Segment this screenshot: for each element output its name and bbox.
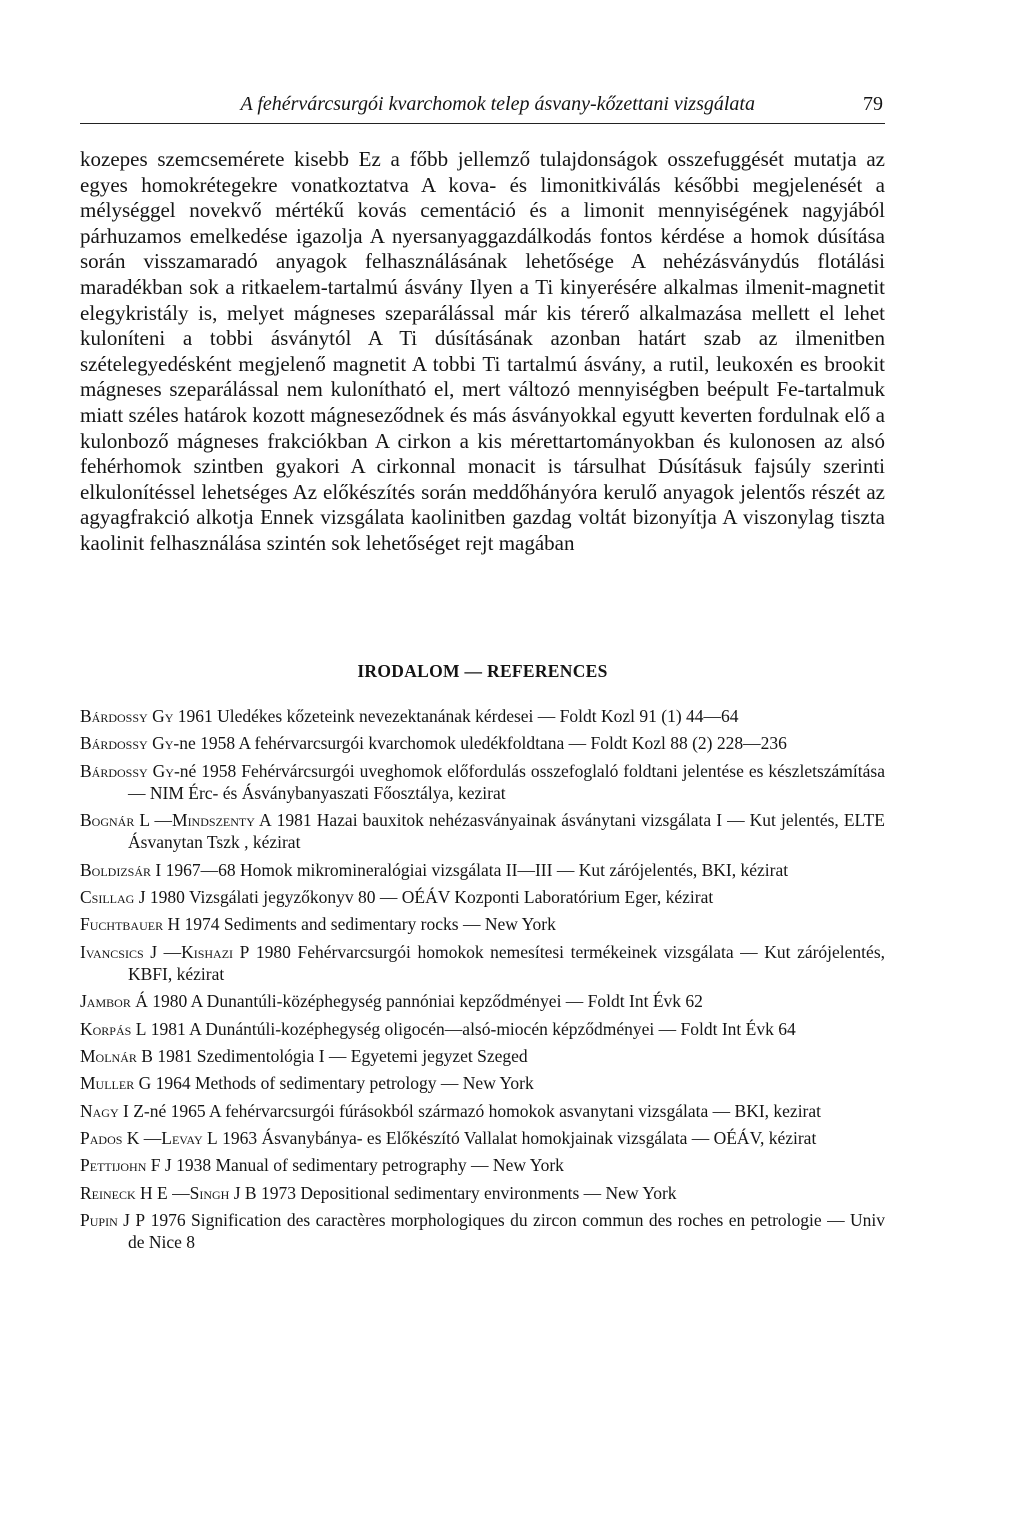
reference-text: 1961 Uledékes kőzeteink nevezektanának kérdesei — Foldt Kozl 91 (1) 44—64 [173,706,739,726]
reference-text: 1981 Hazai bauxitok nehézasványainak ásványtani vizsgálata I — Kut jelentés, ELTE Ásvanytan Tszk , kézirat [128,810,885,853]
reference-item [80,809,885,853]
reference-authors: Reineck H E —Singh J B [80,1182,257,1203]
reference-item [80,1127,885,1149]
reference-text: 1974 Sediments and sedimentary rocks — New York [180,914,556,935]
reference-item [80,913,885,935]
reference-authors: Pupin J P [80,1210,146,1231]
reference-text: 1963 Ásvanybánya- es Előkészító Vallalat homokjainak vizsgálata — OÉÁV, kézirat [217,1128,817,1149]
references-heading: IRODALOM — REFERENCES [357,661,608,681]
reference-item [80,859,885,881]
reference-item [80,1182,885,1204]
page-number: 79 [863,93,883,115]
reference-authors: Ivancsics J —Kishazi P [80,941,250,962]
reference-text: 1981 Szedimentológia I — Egyetemi jegyzet Szeged [152,1045,528,1066]
reference-text: 1980 Fehérvarcsurgói homokok nemesítesi termékeinek vizsgálata — Kut zárójelentés, KBFI, kézirat [128,941,886,984]
reference-authors: Nagy I Z [80,1100,144,1121]
reference-authors: Fuchtbauer H [80,914,181,935]
reference-item [80,705,885,727]
reference-item [80,1018,885,1040]
reference-item [80,760,885,804]
reference-authors: Muller G [80,1073,152,1094]
running-head [80,93,885,124]
reference-text: -né 1965 A fehérvarcsurgói fúrásokból származó homokok asvanytani vizsgálata — BKI, kezirat [143,1100,822,1121]
reference-authors: Boldizsár I [80,859,162,880]
reference-item [80,990,885,1012]
reference-authors: Molnár B [80,1045,153,1066]
reference-authors: Jambor Á [80,991,148,1012]
reference-text: 1938 Manual of sedimentary petrography — New York [171,1155,564,1176]
reference-text: 1976 Signification des caractères morphologiques du zircon commun des roches en petrologie — Univ de Nice 8 [128,1210,885,1253]
reference-item [80,941,885,985]
reference-item [80,732,885,754]
reference-list [80,705,885,1259]
reference-text: 1981 A Dunántúli-kozéphegység oligocén—alsó-miocén képződményei — Foldt Int Évk 64 [146,1018,796,1039]
reference-text: 1973 Depositional sedimentary environments — New York [256,1182,677,1203]
running-title: A fehérvárcsurgói kvarchomok telep ásvany-kőzettani vizsgálata [240,93,755,115]
reference-authors: Bárdossy Gy [80,706,174,726]
reference-text: -né 1958 Fehérvárcsurgói uveghomok előfordulás osszefoglaló foldtani jelentése es készletszámítása — NIM Érc- és Ásványbanyaszati Főosztálya, kezirat [128,760,885,803]
reference-item [80,1045,885,1067]
reference-authors: Bárdossy Gy [80,760,174,781]
reference-item [80,1154,885,1176]
reference-text: 1967—68 Homok mikromineralógiai vizsgálata II—III — Kut zárójelentés, BKI, kézirat [161,859,789,880]
reference-authors: Bárdossy Gy [80,733,174,754]
reference-text: 1980 A Dunantúli-középhegység pannóniai kepződményei — Foldt Int Évk 62 [147,991,703,1012]
reference-item [80,1209,885,1253]
reference-item [80,886,885,908]
reference-authors: Pettijohn F J [80,1155,172,1176]
reference-item [80,1072,885,1094]
reference-authors: Pados K —Levay L [80,1128,218,1149]
reference-text: 1980 Vizsgálati jegyzőkonyv 80 — OÉÁV Kozponti Laboratórium Eger, kézirat [145,886,714,907]
reference-text: 1964 Methods of sedimentary petrology — New York [151,1073,534,1094]
body-text [80,147,885,557]
reference-text: -ne 1958 A fehérvarcsurgói kvarchomok uledékfoldtana — Foldt Kozl 88 (2) 228—236 [173,733,787,754]
body-paragraph: kozepes szemcsemérete kisebb Ez a főbb jellemző tulajdonságok osszefuggését mutatja az egyes homokrétegekre vonatkoztatva A kova- és limonitkiválás későbbi megjelenését a mélységgel novekvő mértékű kovás cementáció és a limonit mennyiségének nagyjából párhuzamos emelkedése igazolja A nyersanyaggazdálkodás fontos kérdése a homok dúsítása során visszamaradó anyagok felhasználásának lehetősége A nehézásványdús flotálási maradékban sok a ritkaelem-tartalmú ásvány Ilyen a Ti kinyerésére alkalmas ilmenit-magnetit elegykristály is, melyet mágneses szeparálással már kis térerő alkalmazása mellett el lehet kuloníteni a tobbi ásványtól A Ti dúsításának azonban határt szab az ilmenitben szételegyedésként megjelenő magnetit A tobbi Ti tartalmú ásvány, a rutil, leukoxén es brookit mágneses szeparálással nem kulonítható el, mert változó mennyiségben beépult Fe-tartalmuk miatt széles határok kozott mágneseződnek és más ásványokkal egyutt keverten fordulnak elő a kulonboző mágneses frakciókban A cirkon a kis mérettartományokban és kulonosen az alsó fehérhomok szintben gyakori A cirkonnal monacit is társulhat Dúsításuk fajsúly szerinti elkulonítéssel lehetséges Az előkészítés során meddőhányóra kerulő anyagok jelentős részét az agyagfrakció alkotja Ennek vizsgálata kaolinitben gazdag voltát bizonyítja A viszonylag tiszta kaolinit felhasználása szintén sok lehetőséget rejt magában [80,147,885,555]
reference-authors: Bognár L —Mindszenty A [80,810,272,831]
reference-authors: Csillag J [80,886,146,907]
reference-authors: Korpás L [80,1018,147,1039]
reference-item [80,1100,885,1122]
